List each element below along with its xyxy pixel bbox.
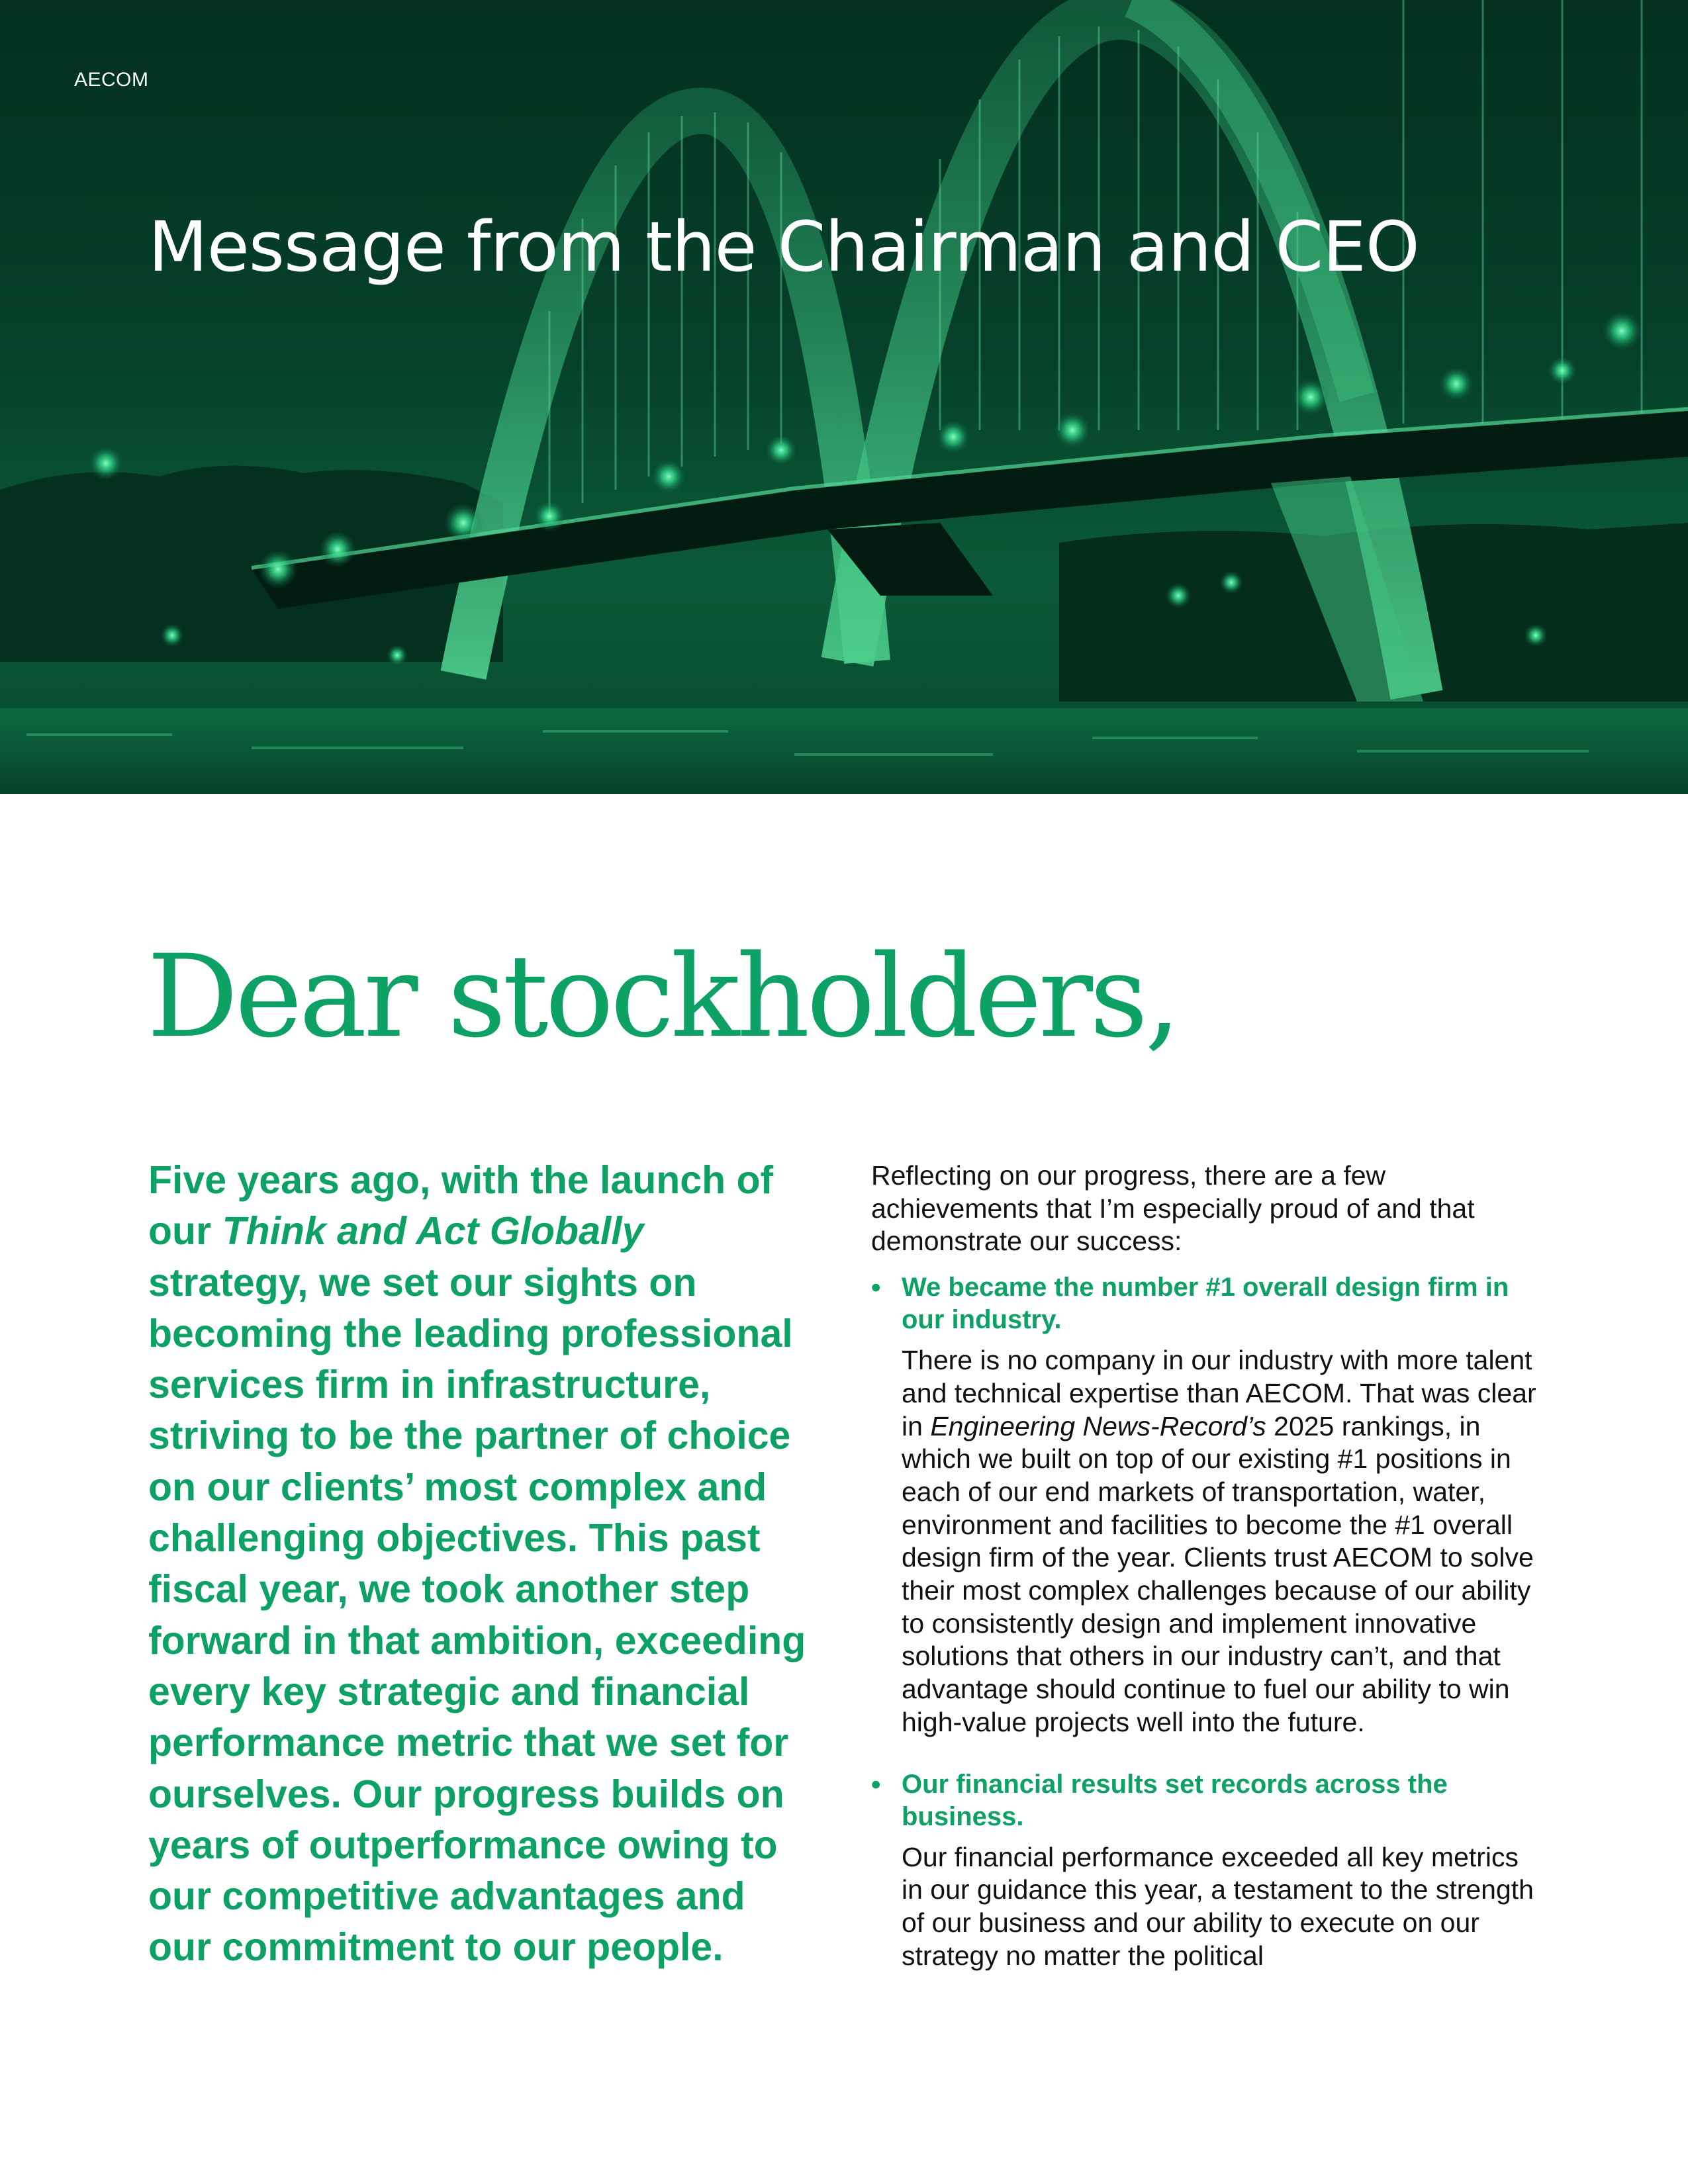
bullet-heading: Our financial results set records across the business. xyxy=(902,1769,1448,1831)
salutation-heading: Dear stockholders, xyxy=(147,930,1178,1063)
bullet-heading: We became the number #1 overall design firm in our industry. xyxy=(902,1273,1509,1335)
bullet-body-end: 2025 rankings, in which we built on top of our existing #1 positions in each of our end markets of transportation, water, environment and facilities to become the #1 overall design firm of the year. Clients trust AECOM to solve their most complex challenges because of our ability to consistently design and implement innovative solutions that others in our industry can’t, and that advantage should continue to fuel our ability to win high-value projects well into the future. xyxy=(902,1410,1534,1737)
intro-paragraph: Reflecting on our progress, there are a few achievements that I’m especially proud of and that demonstrate our success: xyxy=(871,1160,1475,1257)
lead-text-end: strategy, we set our sights on becoming the leading professional services firm in infrastructure, striving to be the partner of choice on our clients’ most complex and challenging objectives. This past fiscal year, we took another step forward in that ambition, exceeding every key strategic and financial performance metric that we set for ourselves. Our progress builds on years of outperformance owing to our competitive advantages and our commitment to our people. xyxy=(148,1260,806,1970)
lead-text-start: Five years ago, with the launch of our xyxy=(148,1158,774,1253)
lead-paragraph xyxy=(148,1155,810,1974)
page-title: Message from the Chairman and CEO xyxy=(148,206,1419,287)
hero-banner xyxy=(0,0,1688,794)
bullet-body xyxy=(902,1344,1540,1739)
achievement-bullet xyxy=(871,1271,1540,1739)
bullet-body: Our financial performance exceeded all key metrics in our guidance this year, a testament to the strength of our business and our ability to execute on our strategy no matter the political xyxy=(902,1841,1534,1971)
brand-label: AECOM xyxy=(74,69,149,91)
bridge-night-photo xyxy=(0,0,1688,794)
achievement-bullet xyxy=(871,1768,1540,1973)
bullet-dot-icon: • xyxy=(871,1768,881,1799)
publication-name: Engineering News-Record’s xyxy=(930,1410,1266,1441)
strategy-name: Think and Act Globally xyxy=(222,1209,644,1253)
right-column xyxy=(871,1160,1540,1972)
bullet-body-start: There is no company in our industry with more talent and technical expertise than AECOM. That was clear in xyxy=(902,1345,1536,1441)
bullet-dot-icon: • xyxy=(871,1272,881,1303)
